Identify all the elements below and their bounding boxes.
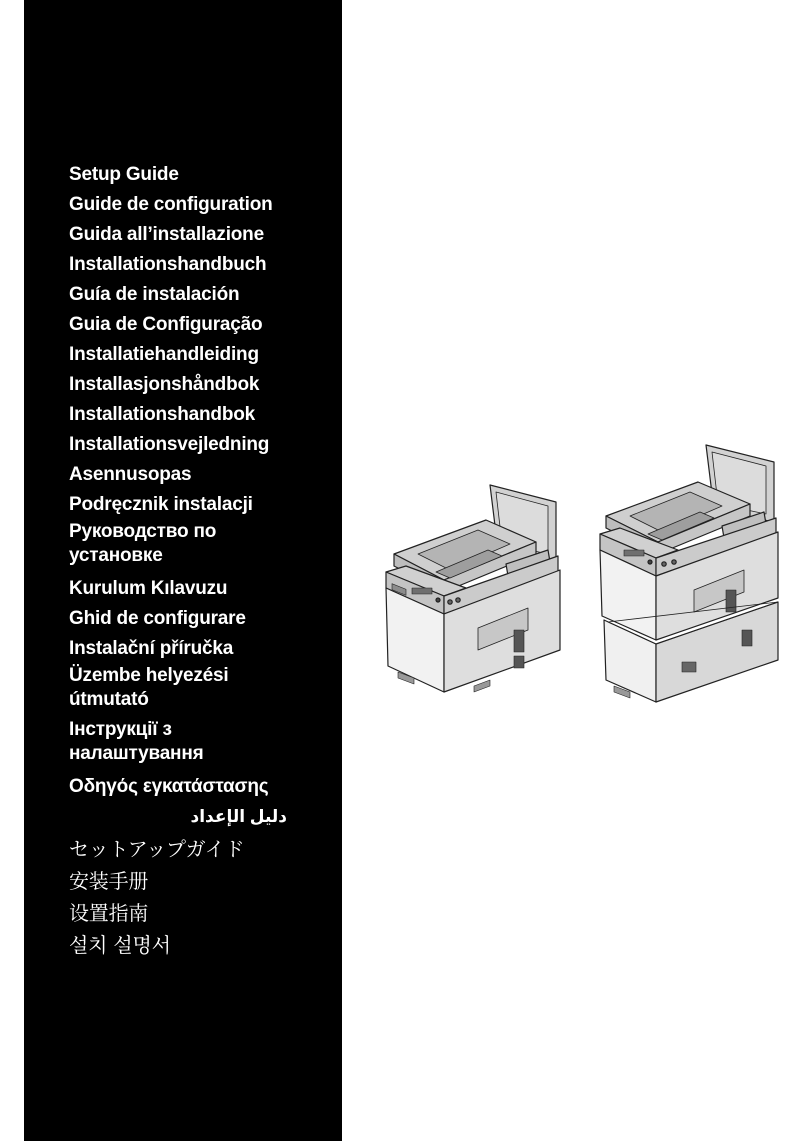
title-czech: Instalační příručka [69, 638, 234, 659]
title-traditional-chinese: 安装手册 [69, 869, 149, 893]
title-hungarian: Üzembe helyezési útmutató [69, 665, 229, 710]
title-norwegian: Installasjonshåndbok [69, 374, 260, 395]
title-portuguese: Guia de Configuração [69, 314, 263, 335]
title-danish: Installationsvejledning [69, 434, 270, 455]
title-romanian: Ghid de configurare [69, 608, 246, 629]
title-english: Setup Guide [69, 164, 179, 185]
title-turkish: Kurulum Kılavuzu [69, 578, 228, 599]
title-japanese: セットアップガイド [69, 837, 245, 861]
title-dutch: Installatiehandleiding [69, 344, 259, 365]
title-korean: 설치 설명서 [69, 933, 171, 957]
title-swedish: Installationshandbok [69, 404, 256, 425]
title-ukrainian: Інструкції з налаштування [69, 719, 204, 764]
guide-title-list [69, 160, 309, 960]
title-spanish: Guía de instalación [69, 284, 240, 305]
title-greek: Οδηγός εγκατάστασης [69, 776, 269, 797]
title-simplified-chinese: 设置指南 [69, 901, 149, 925]
title-polish: Podręcznik instalacji [69, 494, 253, 515]
title-arabic: دليل الإعداد [190, 807, 287, 826]
printer-with-drawer-illustration [594, 440, 790, 710]
printer-single-tray-illustration [378, 480, 578, 700]
title-german: Installationshandbuch [69, 254, 267, 275]
title-russian: Руководство по установке [69, 521, 217, 566]
title-italian: Guida all’installazione [69, 224, 264, 245]
title-finnish: Asennusopas [69, 464, 192, 485]
title-french: Guide de configuration [69, 194, 273, 215]
